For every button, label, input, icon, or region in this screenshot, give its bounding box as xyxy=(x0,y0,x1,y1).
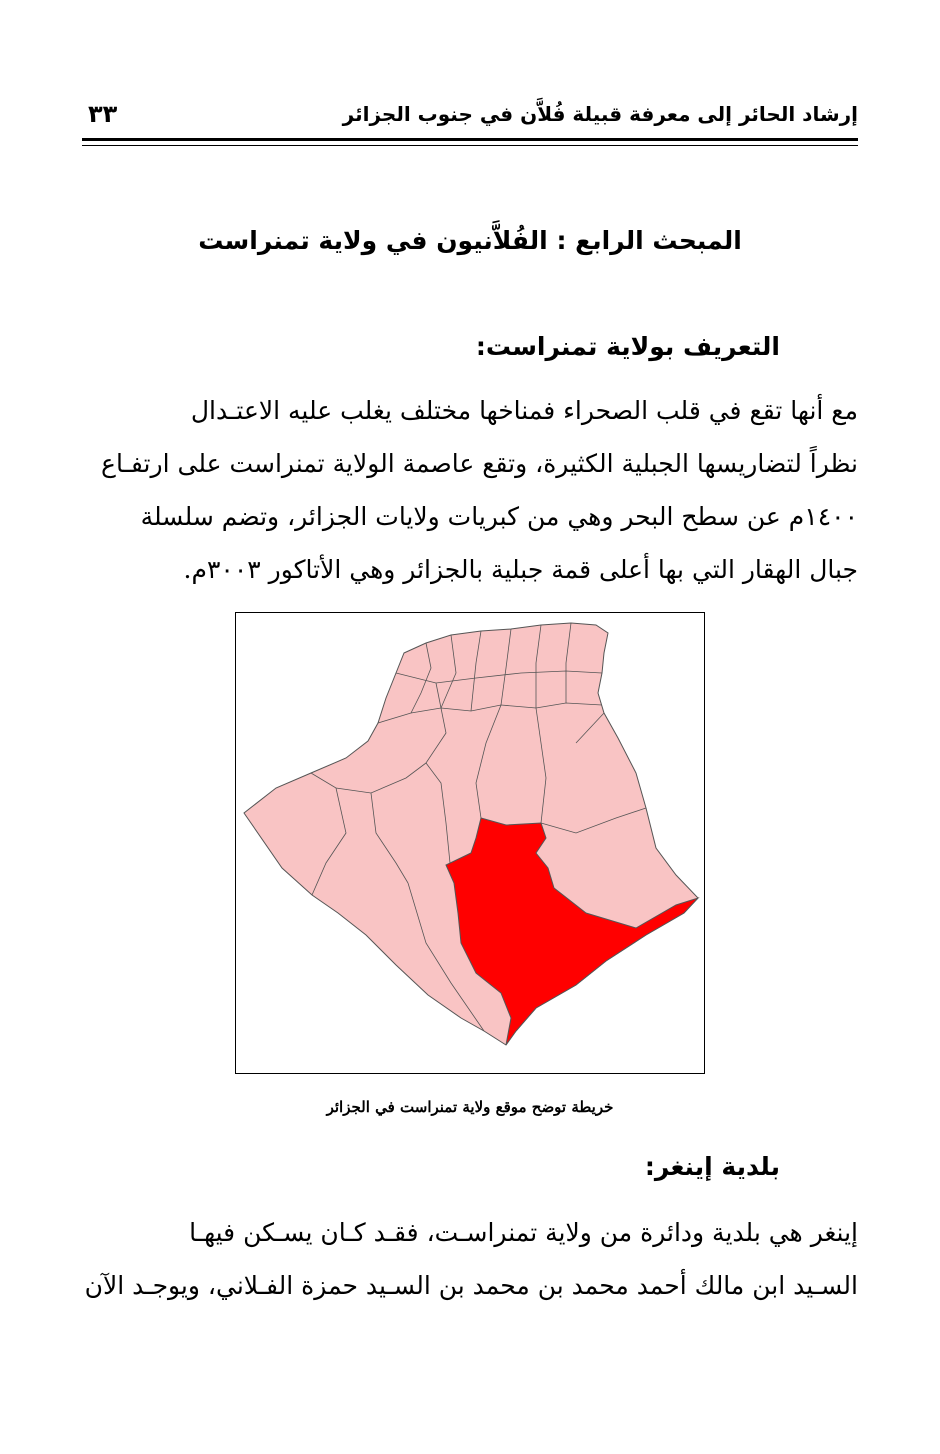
page-number: ٣٣ xyxy=(88,100,118,128)
paragraph-line: ١٤٠٠م عن سطح البحر وهي من كبريات ولايات الجزائر، وتضم سلسلة xyxy=(140,502,858,531)
country-shape xyxy=(244,623,698,1045)
paragraph-line: إينغر هي بلدية ودائرة من ولاية تمنراسـت، فقـد كـان يسـكن فيهـا xyxy=(189,1218,858,1247)
innghar-heading: بلدية إينغر: xyxy=(644,1152,780,1181)
paragraph-line: السـيد ابن مالك أحمد محمد بن محمد بن السـيد حمزة الفـلاني، ويوجـد الآن xyxy=(84,1271,858,1300)
algeria-map xyxy=(236,613,704,1073)
map-figure xyxy=(235,612,705,1074)
page-header xyxy=(82,100,858,136)
map-caption: خريطة توضح موقع ولاية تمنراست في الجزائر xyxy=(326,1098,614,1116)
section-title: المبحث الرابع : الفُلاَّنيون في ولاية تمنراست xyxy=(198,226,742,255)
paragraph-line: مع أنها تقع في قلب الصحراء فمناخها مختلف يغلب عليه الاعتـدال xyxy=(190,396,858,425)
paragraph-line: جبال الهقار التي بها أعلى قمة جبلية بالجزائر وهي الأتاكور ٣٠٠٣م. xyxy=(183,555,858,584)
paragraph-line: نظراً لتضاريسها الجبلية الكثيرة، وتقع عاصمة الولاية تمنراست على ارتفـاع xyxy=(101,449,858,478)
definition-heading: التعريف بولاية تمنراست: xyxy=(475,332,780,361)
header-rule-thick xyxy=(82,138,858,141)
innghar-paragraph xyxy=(82,1206,858,1312)
running-title: إرشاد الحائر إلى معرفة قبيلة فُلاَّن في جنوب الجزائر xyxy=(342,102,858,126)
definition-paragraph xyxy=(82,384,858,596)
header-rule-thin xyxy=(82,145,858,146)
